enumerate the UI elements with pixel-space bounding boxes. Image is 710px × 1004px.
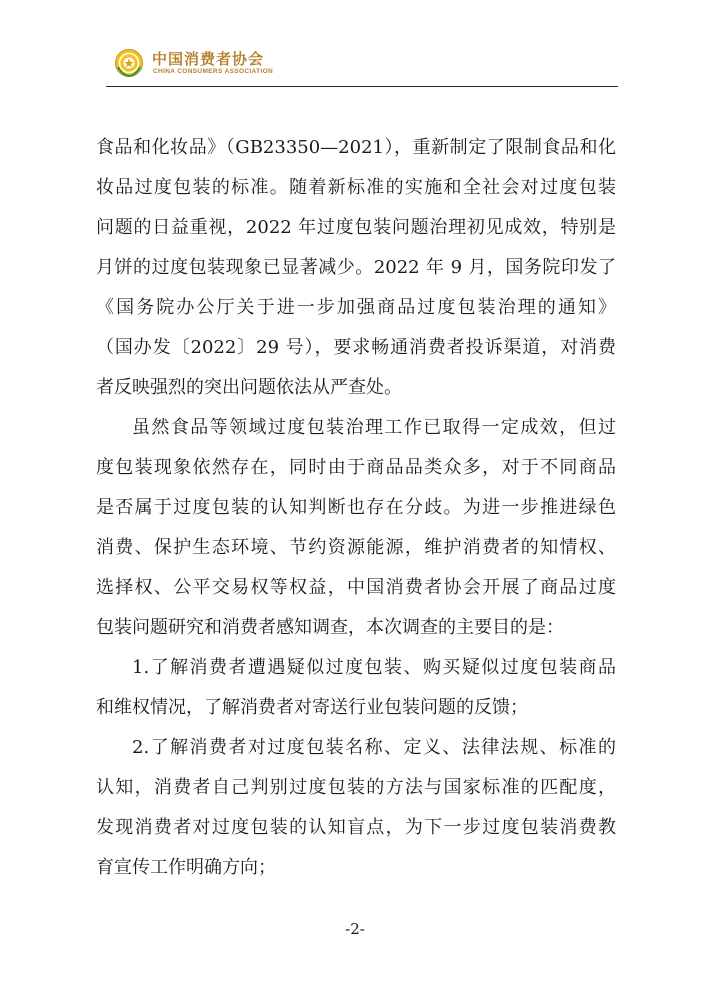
page-number: -2-	[345, 920, 365, 938]
text-line: 认知，消费者自己判别过度包装的方法与国家标准的匹配度，	[96, 777, 616, 798]
text-line: 者反映强烈的突出问题依法从严查处。	[96, 377, 402, 398]
org-name-en: CHINA CONSUMERS ASSOCIATION	[153, 68, 274, 75]
text-line: 妆品过度包装的标准。随着新标准的实施和全社会对过度包装	[96, 177, 616, 198]
body-text	[96, 128, 616, 888]
page-header	[106, 42, 618, 87]
text-line: 消费、保护生态环境、节约资源能源，维护消费者的知情权、	[96, 537, 616, 558]
text-line: 包装问题研究和消费者感知调查，本次调查的主要目的是：	[96, 617, 564, 638]
text-line: 虽然食品等领域过度包装治理工作已取得一定成效，但过	[132, 417, 616, 438]
text-line: 问题的日益重视，2022 年过度包装问题治理初见成效，特别是	[96, 217, 616, 238]
text-line: 选择权、公平交易权等权益，中国消费者协会开展了商品过度	[96, 577, 616, 598]
text-line: 《国务院办公厅关于进一步加强商品过度包装治理的通知》	[96, 297, 616, 318]
text-line: 和维权情况，了解消费者对寄送行业包装问题的反馈；	[96, 697, 528, 718]
text-line: 1.了解消费者遭遇疑似过度包装、购买疑似过度包装商品	[132, 657, 616, 678]
text-line: 月饼的过度包装现象已显著减少。2022 年 9 月，国务院印发了	[96, 257, 616, 278]
text-line: 2.了解消费者对过度包装名称、定义、法律法规、标准的	[132, 737, 616, 758]
org-name-cn: 中国消费者协会	[152, 50, 265, 68]
text-line: 是否属于过度包装的认知判断也存在分歧。为进一步推进绿色	[96, 497, 616, 518]
text-line: 发现消费者对过度包装的认知盲点，为下一步过度包装消费教	[96, 817, 616, 838]
text-line: （国办发〔2022〕29 号），要求畅通消费者投诉渠道，对消费	[96, 337, 616, 358]
text-line: 度包装现象依然存在，同时由于商品品类众多，对于不同商品	[96, 457, 616, 478]
association-logo-icon	[114, 48, 144, 78]
text-line: 育宣传工作明确方向；	[96, 857, 276, 878]
text-line: 食品和化妆品》（GB23350—2021），重新制定了限制食品和化	[96, 137, 616, 158]
